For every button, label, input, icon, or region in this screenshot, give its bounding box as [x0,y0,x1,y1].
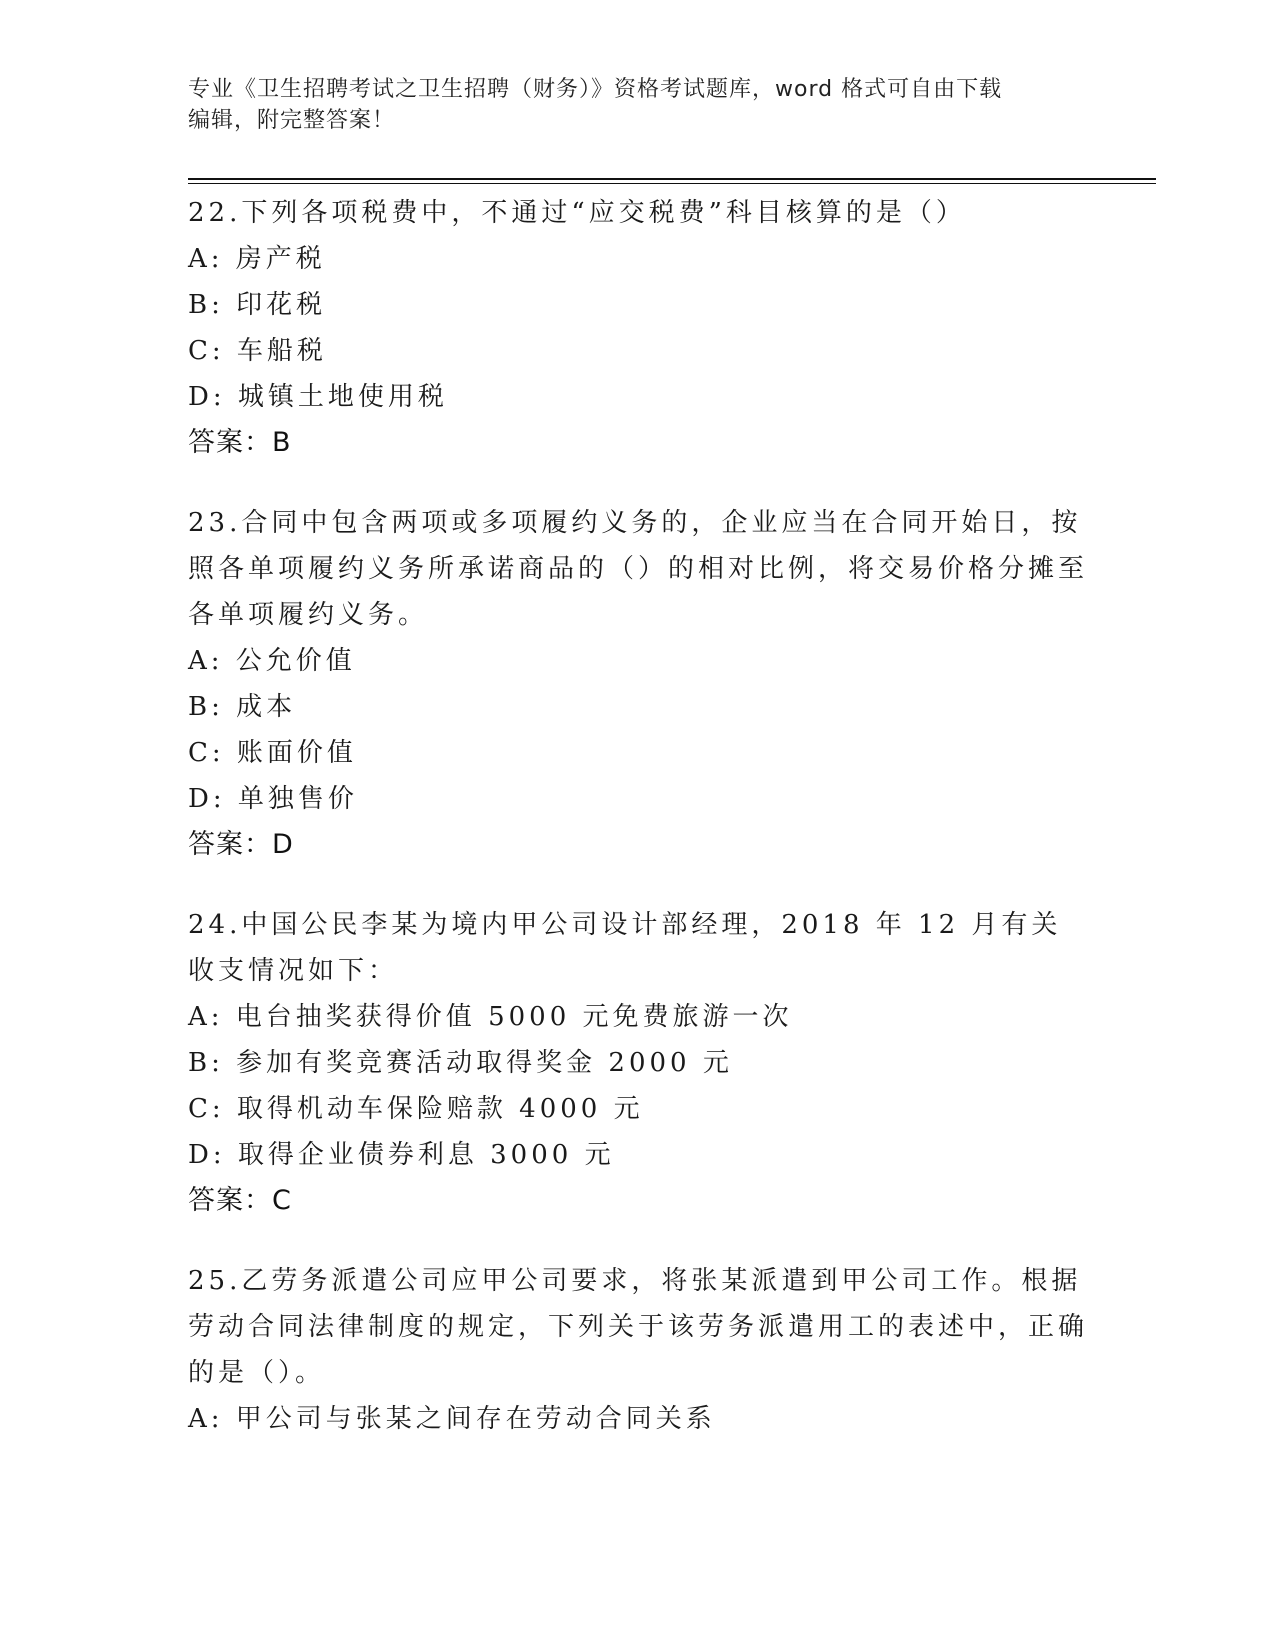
question-23 [188,500,1088,868]
option-d: D: 取得企业债券利息 3000 元 [188,1140,615,1170]
option-a: A: 房产税 [188,244,326,274]
option-c: C: 车船税 [188,336,327,366]
option-b: B: 参加有奖竞赛活动取得奖金 2000 元 [188,1048,733,1078]
question-stem: 24.中国公民李某为境内甲公司设计部经理，2018 年 12 月有关收支情况如下： [188,910,1062,986]
question-25 [188,1258,1088,1442]
question-list [188,190,1088,1476]
question-stem: 25.乙劳务派遣公司应甲公司要求，将张某派遣到甲公司工作。根据劳动合同法律制度的规定，下列关于该劳务派遣用工的表述中，正确的是（）。 [188,1266,1089,1388]
option-c: C: 取得机动车保险赔款 4000 元 [188,1094,644,1124]
document-header [188,74,1088,136]
option-b: B: 印花税 [188,290,327,320]
header-rule-thick [188,178,1156,180]
question-stem: 23.合同中包含两项或多项履约义务的，企业应当在合同开始日，按照各单项履约义务所承诺商品的（）的相对比例，将交易价格分摊至各单项履约义务。 [188,508,1089,630]
question-22 [188,190,1088,466]
option-a: A: 公允价值 [188,646,356,676]
option-d: D: 单独售价 [188,784,358,814]
option-b: B: 成本 [188,692,297,722]
option-a: A: 电台抽奖获得价值 5000 元免费旅游一次 [188,1002,793,1032]
header-rule-thin [188,183,1156,184]
option-a: A: 甲公司与张某之间存在劳动合同关系 [188,1404,716,1434]
answer: 答案：C [188,1185,292,1216]
answer: 答案：D [188,829,294,860]
option-d: D: 城镇土地使用税 [188,382,448,412]
question-24 [188,902,1088,1224]
header-line-2: 编辑，附完整答案！ [188,108,396,133]
question-stem: 22.下列各项税费中，不通过“应交税费”科目核算的是（） [188,198,966,228]
option-c: C: 账面价值 [188,738,357,768]
answer: 答案：B [188,427,292,458]
header-line-1: 专业《卫生招聘考试之卫生招聘（财务）》资格考试题库，word 格式可自由下载 [188,77,1003,102]
